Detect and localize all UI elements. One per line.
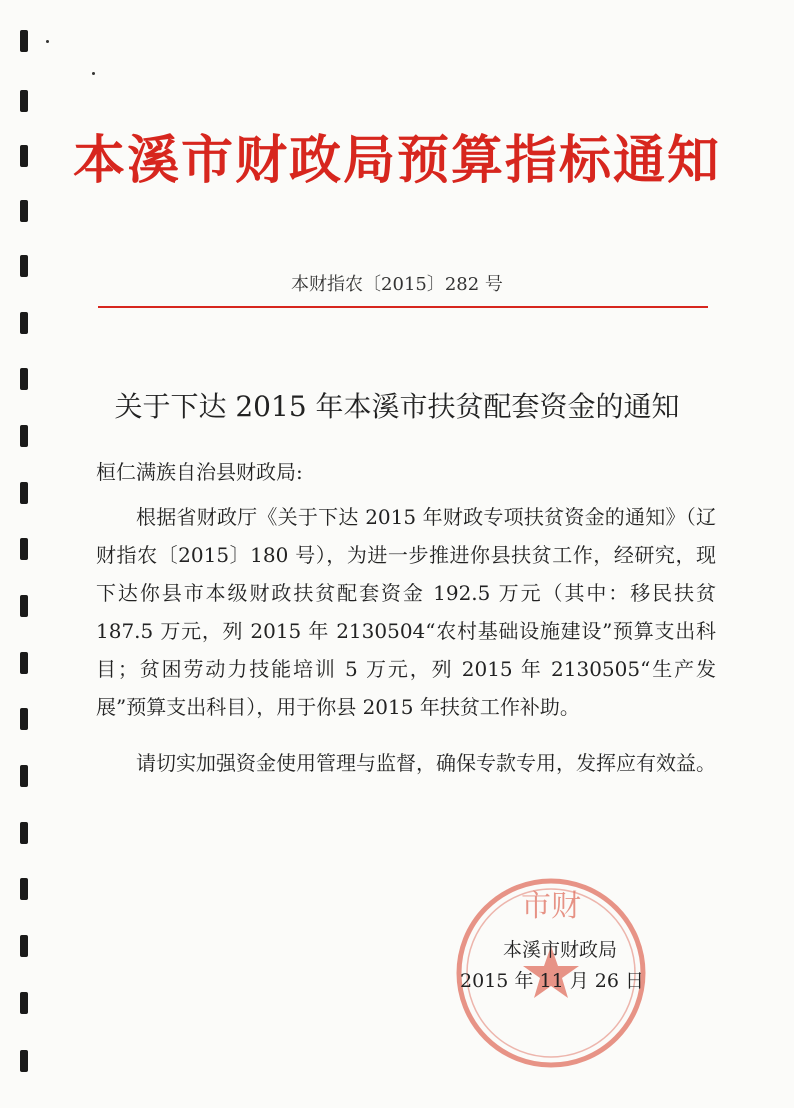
- document-number: 本财指农〔2015〕282 号: [291, 274, 503, 295]
- red-divider: [98, 306, 708, 308]
- binding-hole: [20, 30, 28, 52]
- binding-hole: [20, 878, 28, 900]
- body-paragraph: 请切实加强资金使用管理与监督，确保专款专用，发挥应有效益。: [136, 751, 716, 775]
- issue-date: 2015 年 11 月 26 日: [460, 970, 644, 992]
- speck: [46, 40, 49, 43]
- body-paragraph: 根据省财政厅《关于下达 2015 年财政专项扶贫资金的通知》（辽财指农〔2015〕180 号），为进一步推进你县扶贫工作，经研究，现下达你县市本级财政扶贫配套资金 192.5 万元（其中：移民扶贫 187.5 万元，列 2015 年 2130504“农村基础设施建设”预算支出科目；贫困劳动力技能培训 5 万元，列 2015 年 2130505“生产发展”预算支出科目），用于你县 2015 年扶贫工作补助。: [96, 505, 716, 719]
- binding-hole: [20, 482, 28, 504]
- issuer-name: 本溪市财政局: [502, 939, 617, 961]
- binding-hole: [20, 765, 28, 787]
- binding-hole: [20, 425, 28, 447]
- binding-hole: [20, 822, 28, 844]
- binding-hole: [20, 312, 28, 334]
- binding-hole: [20, 992, 28, 1014]
- binding-hole: [20, 90, 28, 112]
- speck: [92, 72, 95, 75]
- binding-hole: [20, 1050, 28, 1072]
- agency-title: 本溪市财政局预算指标通知: [72, 130, 721, 191]
- binding-hole: [20, 538, 28, 560]
- binding-hole: [20, 200, 28, 222]
- notice-subject: 关于下达 2015 年本溪市扶贫配套资金的通知: [114, 390, 680, 423]
- binding-hole: [20, 652, 28, 674]
- binding-hole: [20, 935, 28, 957]
- binding-hole: [20, 595, 28, 617]
- binding-hole: [20, 708, 28, 730]
- seal-text: 市财: [521, 889, 581, 924]
- recipient: 桓仁满族自治县财政局:: [96, 460, 303, 484]
